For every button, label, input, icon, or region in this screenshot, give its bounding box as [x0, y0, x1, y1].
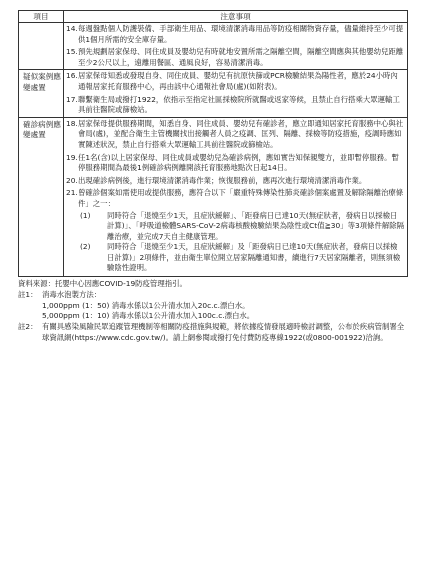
sub-condition-number: (2)	[80, 242, 91, 252]
sub-condition-text: 同時符合「退燒至少1天，且症狀緩解」、「距發病日已達10天(無症狀者，發病日以採檢日計算)」、「呼吸道檢體SARS-CoV-2病毒核酸檢驗結果為陰性或Ct值≧30」等3項條件解除隔離治療，並完成7天自主健康管理。	[107, 210, 405, 241]
note-1-label: 註1：	[18, 289, 38, 299]
precautions-table	[18, 10, 408, 277]
note-item-number: 16.	[66, 71, 78, 81]
note-item	[64, 46, 407, 69]
table-row	[19, 70, 408, 117]
header-item: 項目	[19, 11, 64, 23]
mix-ratio-5000ppm: 5,000ppm (1：10) 消毒水係以1公升清水加入100c.c.漂白水。	[42, 311, 255, 321]
note-2	[18, 322, 410, 344]
sub-condition-text: 同時符合「退燒至少1天，且症狀緩解」及「距發病日已達10天(無症狀者，發病日以採檢日計算)」2項條件，並由衛生單位開立居家隔離通知書，續進行7天居家隔離者，則無須檢驗陰性證明。	[107, 242, 401, 273]
note-item	[64, 70, 407, 93]
note-item	[64, 152, 407, 175]
note-item	[64, 23, 407, 46]
note-item-number: 17.	[66, 94, 78, 104]
note-item	[64, 94, 407, 117]
note-item-text: 曾確診個案如需使用或提供服務，應符合以下「嚴重特殊傳染性肺炎確診個案處置及解除隔離治療條件」之一：	[78, 188, 404, 208]
spacer	[64, 274, 407, 276]
notes-cell	[64, 70, 408, 117]
note-item-number: 14.	[66, 24, 78, 33]
note-item-number: 20.	[66, 175, 78, 185]
category-cell: 確診病例應變處置	[19, 117, 64, 276]
category-cell	[19, 23, 64, 70]
note-item-text: 居家保母知悉或發現自身、同住成員、嬰幼兒有抗原快篩或PCR檢驗結果為陽性者，應於24小時內通報居家托育服務中心，再由該中心通報社會局(處)(如附表)。	[78, 71, 398, 91]
note-item-number: 19.	[66, 152, 78, 162]
note-item-number: 15.	[66, 47, 78, 57]
note-1-text: 消毒水泡製方法：	[42, 289, 102, 299]
notes-cell	[64, 23, 408, 70]
source-line: 資料來源：托嬰中心因應COVID-19防疫管理指引。	[18, 279, 187, 288]
note-2-label: 註2：	[18, 322, 38, 332]
note-item	[64, 175, 407, 188]
note-item-text: 任1名(含)以上居家保母、同住成員或嬰幼兒為確診病例，應如實告知保親雙方，並即暫停服務。暫停服務期間為最後1例確診病例離開該托育服務地點次日起14日。	[78, 152, 399, 173]
sub-condition	[64, 242, 407, 274]
header-notes: 注意事項	[64, 11, 408, 23]
table-row	[19, 117, 408, 276]
note-item	[64, 118, 407, 152]
note-item-text: 出現確診病例後，進行環境清潔消毒作業；恢復服務前，應再次進行環境清潔消毒作業。	[78, 175, 367, 185]
note-item-text: 預先規劃居家保母、同住成員及嬰幼兒有時就地安置所需之隔離空間，隔離空間應與其他嬰幼兒距離至少2公尺以上，遠離用餐區、通風良好，容易清潔消毒。	[78, 47, 404, 67]
notes-cell	[64, 117, 408, 276]
note-item-text: 每週盤點個人防護裝備、手部衛生用品、環境清潔消毒用品等防疫相關物資存量，儘量維持至少可提供1個月所需的安全庫存量。	[78, 24, 404, 44]
note-item-text: 居家保母提供服務期間，知悉自身、同住成員、嬰幼兒有確診者，應立即通知居家托育服務中心與社會局(處)，並配合衛生主管機關找出接觸者人員之疫調、匡列、隔離、採檢等防疫措施，疫調時應如實陳述狀況，禁止自行搭乘大眾運輸工具前往醫院或篩檢站。	[78, 118, 404, 149]
note-item	[64, 187, 407, 210]
sub-condition	[64, 211, 407, 243]
note-item-text: 聯繫衛生局或撥打1922，依指示至指定社區採檢院所就醫或返家等候，且禁止自行搭乘大眾運輸工具前往醫院或篩檢站。	[78, 94, 400, 115]
table-header-row	[19, 11, 408, 23]
sub-condition-number: (1)	[80, 210, 91, 220]
note-2-text: 有關具感染風險民眾追蹤管理機制等相關防疫措施與規範，將依據疫情發展適時檢討調整，公布於疾病管制署全球資訊網(https://www.cdc.gov.tw/)。請上網參閱或撥打免付費防疫專線1922(或0800-001922)洽詢。	[42, 322, 405, 342]
table-row	[19, 23, 408, 70]
footer-notes	[18, 279, 410, 344]
note-1	[18, 290, 410, 301]
mix-ratio-1000ppm: 1,000ppm (1：50) 消毒水係以1公升清水加入20c.c.漂白水。	[42, 300, 250, 310]
note-item-number: 21.	[66, 188, 78, 198]
category-cell: 疑似案例應變處置	[19, 70, 64, 117]
note-item-number: 18.	[66, 118, 78, 128]
